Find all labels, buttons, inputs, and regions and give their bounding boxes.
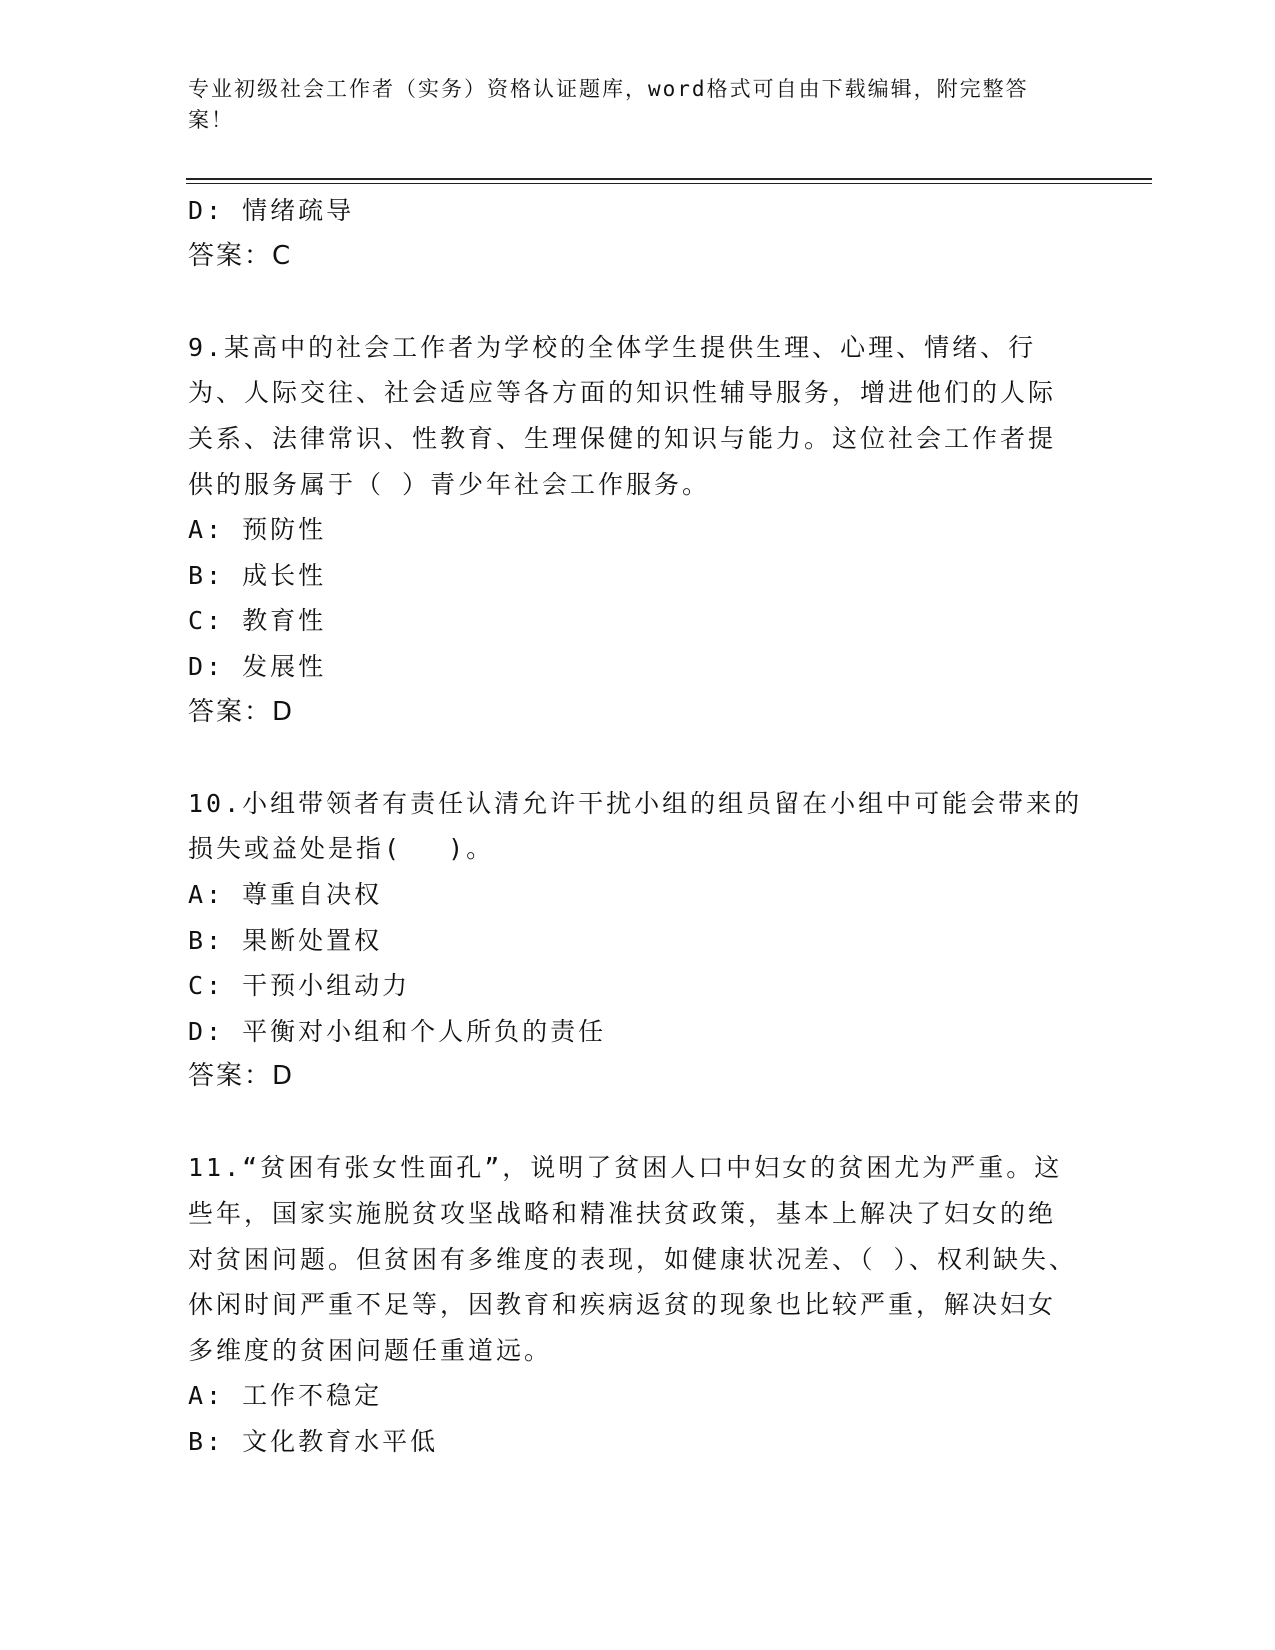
question-gap	[188, 735, 1088, 781]
q10-stem: 10.小组带领者有责任认清允许干扰小组的组员留在小组中可能会带来的损失或益处是指( )。	[188, 788, 1083, 864]
q9-answer: 答案：D	[188, 696, 295, 727]
page-header: 专业初级社会工作者（实务）资格认证题库，word格式可自由下载编辑，附完整答案！	[188, 77, 1029, 132]
q9-option-d: D: 发展性	[188, 651, 327, 681]
q8-answer: 答案：C	[188, 240, 293, 271]
q10-answer: 答案：D	[188, 1061, 295, 1092]
q10-option-b: B: 果断处置权	[188, 925, 383, 955]
question-content	[188, 188, 1088, 1465]
header-divider	[186, 178, 1152, 180]
q11-option-a: A: 工作不稳定	[188, 1381, 383, 1411]
q9-option-b: B: 成长性	[188, 560, 327, 590]
q9-option-c: C: 教育性	[188, 606, 327, 636]
q11-stem: 11.“贫困有张女性面孔”，说明了贫困人口中妇女的贫困尤为严重。这些年，国家实施脱贫攻坚战略和精准扶贫政策，基本上解决了妇女的绝对贫困问题。但贫困有多维度的表现，如健康状况差、（ ）、权利缺失、休闲时间严重不足等，因教育和疾病返贫的现象也比较严重，解决妇女多维度的贫困问题任重道远。	[188, 1153, 1078, 1365]
q9-stem: 9.某高中的社会工作者为学校的全体学生提供生理、心理、情绪、行为、人际交往、社会适应等各方面的知识性辅导服务，增进他们的人际关系、法律常识、性教育、生理保健的知识与能力。这位社会工作者提供的服务属于（ ）青少年社会工作服务。	[188, 332, 1057, 499]
header-divider-thin	[186, 183, 1152, 184]
question-gap	[188, 279, 1088, 325]
q10-option-d: D: 平衡对小组和个人所负的责任	[188, 1016, 607, 1046]
q10-option-a: A: 尊重自决权	[188, 879, 383, 909]
q10-option-c: C: 干预小组动力	[188, 971, 411, 1001]
question-gap	[188, 1100, 1088, 1146]
q9-option-a: A: 预防性	[188, 515, 327, 545]
q8-option-d: D: 情绪疏导	[188, 196, 355, 225]
q11-option-b: B: 文化教育水平低	[188, 1427, 439, 1457]
